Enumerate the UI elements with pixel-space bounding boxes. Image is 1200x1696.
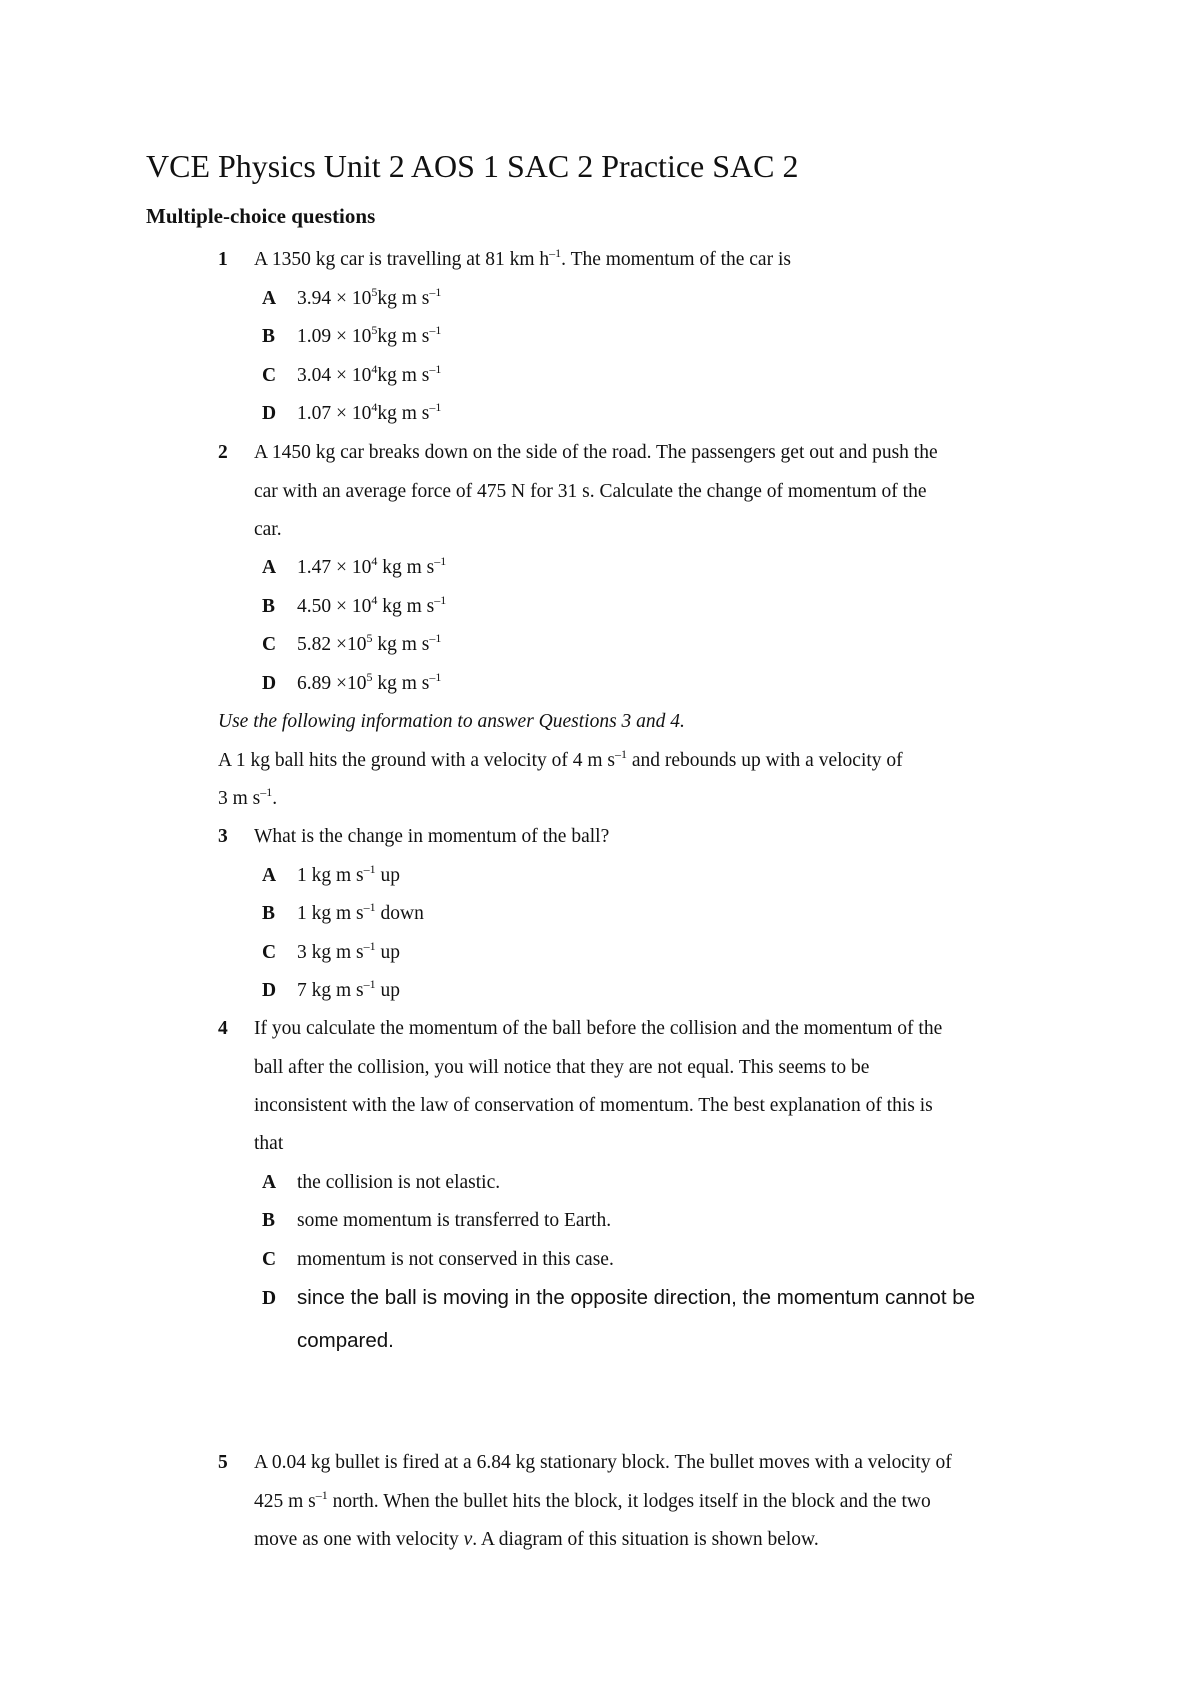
q1-option-d-letter: D [262, 403, 277, 424]
info-instruction: Use the following information to answer Questions 3 and 4. [218, 711, 685, 732]
q4-option-d-text-line-1: since the ball is moving in the opposite direction, the momentum cannot be [297, 1286, 976, 1309]
section-heading: Multiple-choice questions [146, 204, 376, 228]
question-5-line-2: 425 m $s^{-1}$ north. When the bullet hits the block, it lodges itself in the block and the two [254, 1488, 931, 1512]
q4-option-d-letter: D [262, 1288, 277, 1309]
q2-option-c-letter: C [262, 634, 277, 655]
q2-option-c-text: $5.82 \times 10^5$ kg m $s^{-1}$ [297, 631, 442, 655]
info-line-1: A 1 kg ball hits the ground with a velocity of 4 m $s^{-1}$ and rebounds up with a velocity of [218, 747, 903, 771]
q3-option-b-text: 1 kg m $s^{-1}$ down [297, 900, 424, 924]
q3-option-d-letter: D [262, 980, 277, 1001]
question-4-line-3: inconsistent with the law of conservation of momentum. The best explanation of this is [254, 1095, 933, 1116]
q3-option-b-letter: B [262, 903, 276, 924]
q2-option-a-text: $1.47 \times 10^4$ kg m $s^{-1}$ [297, 554, 447, 578]
question-5-line-1: A 0.04 kg bullet is fired at a 6.84 kg stationary block. The bullet moves with a velocity of [254, 1452, 952, 1473]
q4-option-c-text: momentum is not conserved in this case. [297, 1249, 614, 1270]
question-4-number: 4 [218, 1018, 228, 1039]
question-5-number: 5 [218, 1452, 228, 1473]
question-1-number: 1 [218, 249, 228, 270]
q1-option-b-text: $1.09 \times 10^5kg$ m $s^{-1}$ [297, 323, 442, 347]
q2-option-a-letter: A [262, 557, 277, 578]
q4-option-a-letter: A [262, 1172, 277, 1193]
q3-option-d-text: 7 kg m $s^{-1}$ up [297, 977, 401, 1001]
page-title: VCE Physics Unit 2 AOS 1 SAC 2 Practice SAC 2 [146, 148, 799, 184]
question-3-text: What is the change in momentum of the ball? [254, 826, 610, 847]
question-2-line-2: car with an average force of 475 N for 31 s. Calculate the change of momentum of the [254, 481, 927, 502]
question-4-line-2: ball after the collision, you will notice that they are not equal. This seems to be [254, 1057, 870, 1078]
q1-option-a-text: $3.94 \times 10^5kg$ m $s^{-1}$ [297, 285, 442, 309]
q3-option-a-letter: A [262, 865, 277, 886]
q3-option-a-text: 1 kg m $s^{-1}$ up [297, 862, 401, 886]
q4-option-a-text: the collision is not elastic. [297, 1172, 501, 1193]
question-2-line-3: car. [254, 519, 282, 540]
question-4-line-4: that [254, 1133, 284, 1154]
q2-option-b-letter: B [262, 596, 276, 617]
question-3-number: 3 [218, 826, 228, 847]
q2-option-d-text: $6.89 \times 10^5$ kg m $s^{-1}$ [297, 670, 442, 694]
question-2-line-1: A 1450 kg car breaks down on the side of the road. The passengers get out and push the [254, 442, 938, 463]
question-5-line-3: move as one with velocity v. A diagram of this situation is shown below. [254, 1529, 819, 1550]
q4-option-b-text: some momentum is transferred to Earth. [297, 1210, 612, 1231]
q3-option-c-letter: C [262, 942, 277, 963]
q1-option-c-text: $3.04 \times 10^4kg$ m $s^{-1}$ [297, 362, 442, 386]
q4-option-c-letter: C [262, 1249, 277, 1270]
q1-option-b-letter: B [262, 326, 276, 347]
q1-option-d-text: $1.07 \times 10^4kg$ m $s^{-1}$ [297, 400, 442, 424]
question-4-line-1: If you calculate the momentum of the ball before the collision and the momentum of the [254, 1018, 943, 1039]
question-1-text: A 1350 kg car is travelling at 81 km $h^{-1}$. The momentum of the car is [254, 246, 791, 270]
q2-option-d-letter: D [262, 673, 277, 694]
q1-option-a-letter: A [262, 288, 277, 309]
info-line-2: 3 m $s^{-1}$. [218, 785, 278, 809]
q4-option-d-text-line-2: compared. [297, 1329, 394, 1352]
q3-option-c-text: 3 kg m $s^{-1}$ up [297, 939, 401, 963]
q1-option-c-letter: C [262, 365, 277, 386]
question-2-number: 2 [218, 442, 228, 463]
q4-option-b-letter: B [262, 1210, 276, 1231]
q2-option-b-text: $4.50 \times 10^4$ kg m $s^{-1}$ [297, 593, 447, 617]
